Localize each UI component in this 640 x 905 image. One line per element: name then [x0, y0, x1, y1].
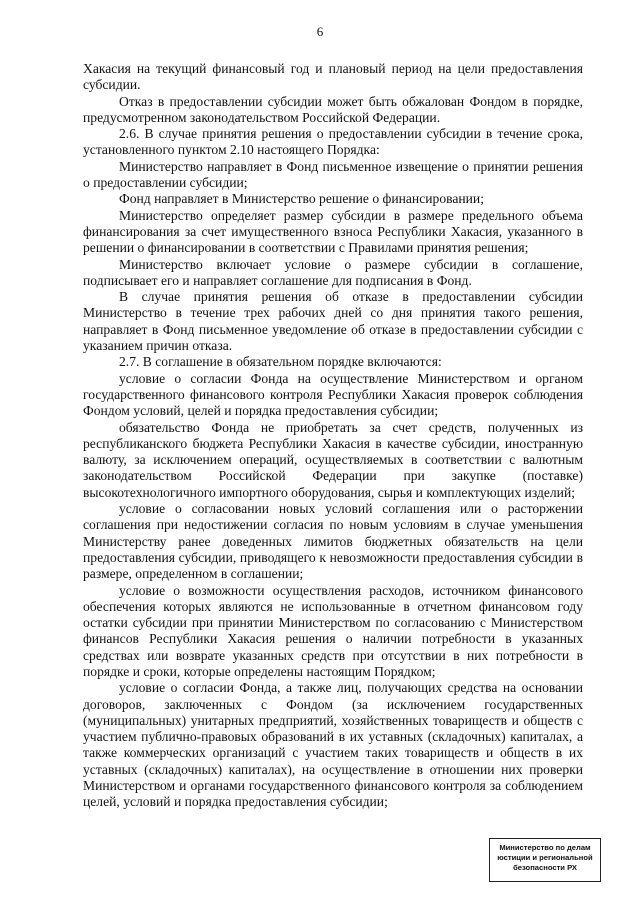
- paragraph: условие о согласии Фонда, а также лиц, получающих средства на основании договоров, заключенных с Фондом (за исключением государственных (муниципальных) унитарных предприятий, хозяйственных товариществ и обществ с участием публично-правовых образований в их уставных (складочных) капиталах, а также коммерческих организаций с участием таких товариществ и обществ в их уставных (складочных) капиталах), на осуществление в отношении них проверки Министерством и органами государственного финансового контроля за соблюдением целей, условий и порядка предоставления субсидии;: [83, 680, 583, 810]
- document-body: [83, 61, 583, 811]
- paragraph: Министерство направляет в Фонд письменное извещение о принятии решения о предоставлении субсидии;: [83, 158, 583, 191]
- paragraph: Министерство включает условие о размере субсидии в соглашение, подписывает его и направляет соглашение для подписания в Фонд.: [83, 256, 583, 288]
- stamp-line: Министерство по делам: [499, 843, 591, 852]
- paragraph: 2.7. В соглашение в обязательном порядке включаются:: [119, 354, 442, 370]
- paragraph: В случае принятия решения об отказе в предоставлении субсидии Министерство в течение трех рабочих дней со дня принятия такого решения, направляет в Фонд письменное уведомление об отказе в предоставлении субсидии с указанием причин отказа.: [83, 289, 583, 354]
- ministry-stamp: [489, 838, 601, 882]
- paragraph: условие о согласии Фонда на осуществление Министерством и органом государственного финансового контроля Республики Хакасия проверок соблюдения Фондом условий, целей и порядка предоставления субсидии;: [83, 370, 583, 419]
- stamp-line: безопасности РХ: [513, 863, 577, 872]
- page-number: 6: [316, 24, 324, 39]
- stamp-line: юстиции и региональной: [497, 853, 593, 862]
- paragraph: обязательство Фонда не приобретать за счет средств, полученных из республиканского бюджета Республики Хакасия в качестве субсидии, иностранную валюту, за исключением операций, осуществляемых в соответствии с валютным законодательством Российской Федерации при закупке (поставке) высокотехнологичного импортного оборудования, сырья и комплектующих изделий;: [83, 419, 583, 500]
- paragraph: Министерство определяет размер субсидии в размере предельного объема финансирования за счет имущественного взноса Республики Хакасия, указанного в решении о финансировании в соответствии с Правилами принятия решения;: [83, 207, 583, 256]
- paragraph: Отказ в предоставлении субсидии может быть обжалован Фондом в порядке, предусмотренном законодательством Российской Федерации.: [83, 93, 583, 125]
- paragraph: Фонд направляет в Министерство решение о финансировании;: [119, 191, 484, 207]
- paragraph: 2.6. В случае принятия решения о предоставлении субсидии в течение срока, установленного пунктом 2.10 настоящего Порядка:: [83, 126, 583, 158]
- paragraph: условие о согласовании новых условий соглашения или о расторжении соглашения при недостижении согласия по новым условиям в случае уменьшения Министерству ранее доведенных лимитов бюджетных обязательств на цели предоставления субсидии, приводящего к невозможности предоставления субсидии в размере, определенном в соглашении;: [83, 501, 583, 582]
- paragraph: условие о возможности осуществления расходов, источником финансового обеспечения которых являются не использованные в отчетном финансовом году остатки субсидии при принятии Министерством по согласованию с Министерством финансов Республики Хакасия решения о наличии потребности в указанных средствах или возврате указанных средств при отсутствии в них потребности в порядке и сроки, которые определены настоящим Порядком;: [83, 582, 583, 679]
- paragraph: Хакасия на текущий финансовый год и плановый период на цели предоставления субсидии.: [83, 61, 583, 93]
